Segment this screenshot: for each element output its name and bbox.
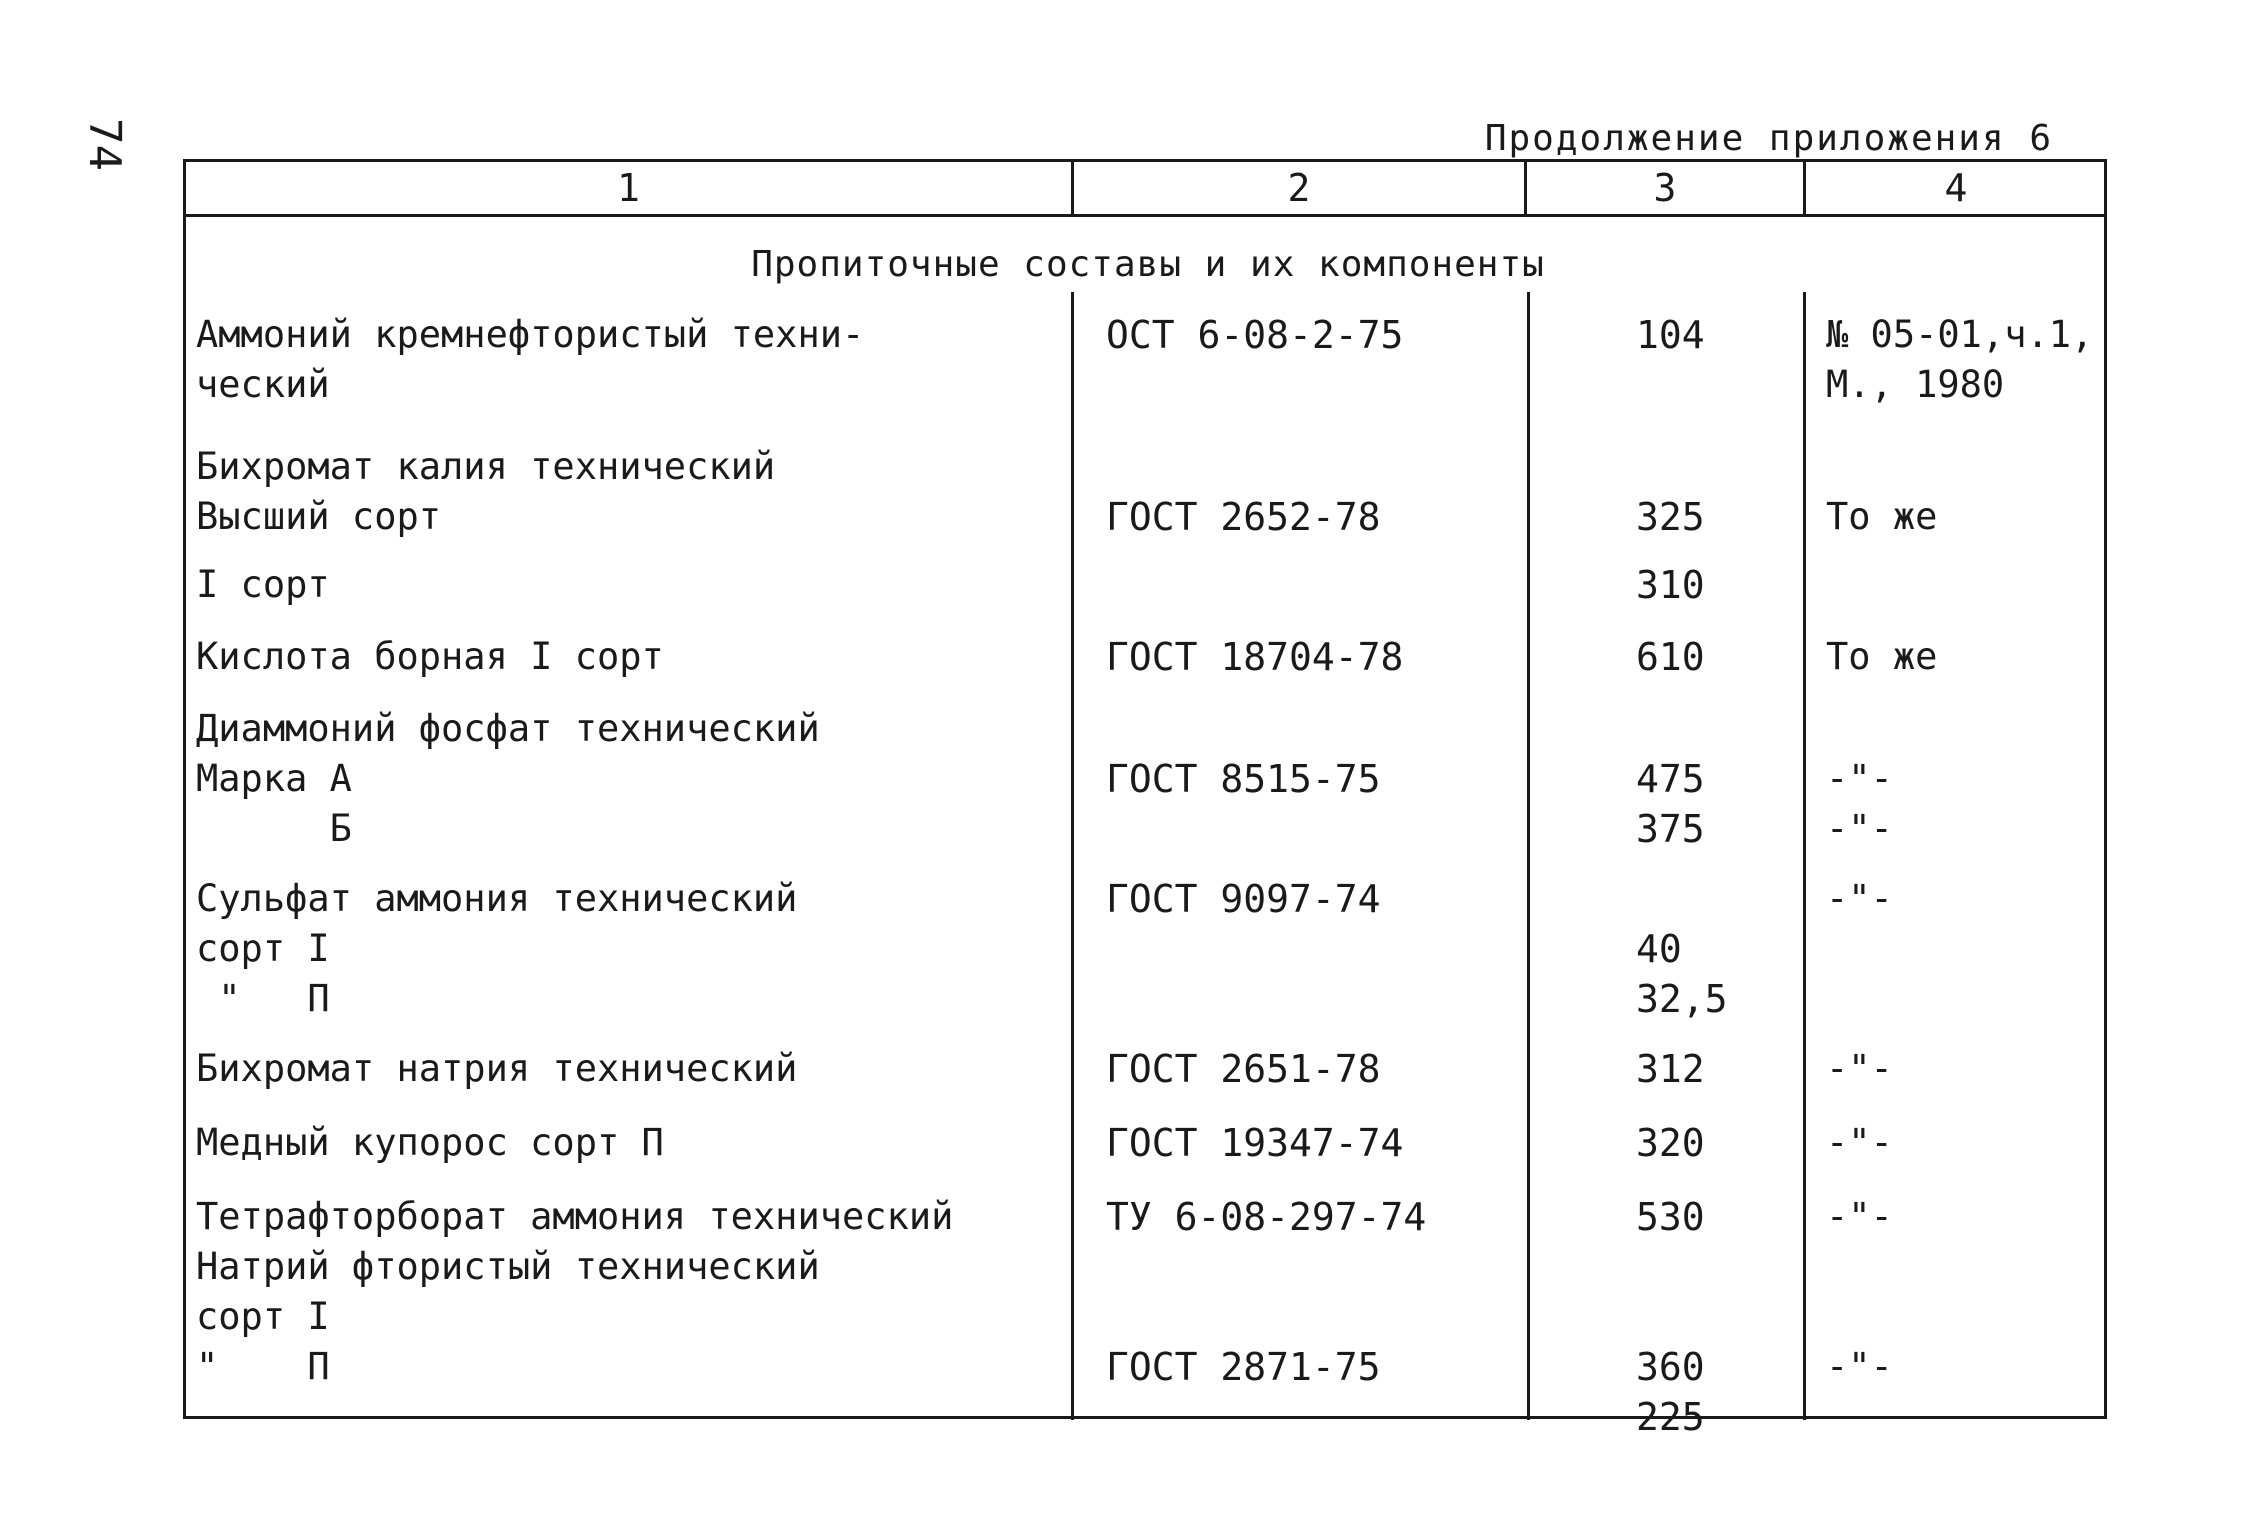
- cell-text: -"-: [1826, 1195, 1893, 1238]
- cell-text: 225: [1636, 1395, 1705, 1439]
- cell-text: [1106, 1292, 1536, 1342]
- cell-text: " П: [196, 1345, 330, 1388]
- page-number: 74: [79, 118, 130, 171]
- cell-text: 530: [1636, 1195, 1705, 1239]
- cell-text: [1106, 442, 1536, 492]
- cell-text: ГОСТ 19347-74: [1106, 1121, 1404, 1165]
- column-divider: [1524, 162, 1527, 214]
- cell-text: Кислота борная I сорт: [196, 635, 664, 678]
- cell-text: 360: [1636, 1345, 1705, 1389]
- table-header-row: [186, 162, 2104, 217]
- cell-text: Бихромат натрия технический: [196, 1047, 798, 1090]
- cell-text: ОСТ 6-08-2-75: [1106, 313, 1404, 357]
- cell-text: -"-: [1826, 757, 1893, 800]
- continuation-label: Продолжение приложения 6: [1484, 118, 2053, 159]
- cell-text: ТУ 6-08-297-74: [1106, 1195, 1427, 1239]
- cell-text: [1826, 1242, 2106, 1292]
- cell-text: Высший сорт: [196, 495, 442, 538]
- cell-text: ГОСТ 8515-75: [1106, 757, 1381, 801]
- cell-text: " П: [196, 977, 330, 1020]
- cell-text: ческий: [196, 363, 330, 406]
- cell-text: -"-: [1826, 1345, 1893, 1388]
- cell-text: 375: [1636, 807, 1705, 851]
- cell-text: Б: [196, 807, 352, 850]
- cell-text: [1826, 1292, 2106, 1342]
- cell-text: То же: [1826, 635, 1938, 678]
- cell-text: ГОСТ 18704-78: [1106, 635, 1404, 679]
- cell-text: -"-: [1826, 877, 1893, 920]
- cell-text: М., 1980: [1826, 363, 2005, 406]
- cell-text: [1106, 704, 1536, 754]
- cell-text: Натрий фтористый технический: [196, 1245, 820, 1288]
- cell-text: 40: [1636, 927, 1682, 971]
- cell-text: 312: [1636, 1047, 1705, 1091]
- cell-text: 325: [1636, 495, 1705, 539]
- cell-text: -"-: [1826, 807, 1893, 850]
- cell-text: -"-: [1826, 1121, 1893, 1164]
- cell-text: Аммоний кремнефтористый техни-: [196, 313, 865, 356]
- cell-text: -"-: [1826, 1047, 1893, 1090]
- cell-text: ГОСТ 2651-78: [1106, 1047, 1381, 1091]
- cell-text: [1106, 1242, 1536, 1292]
- cell-text: Бихромат калия технический: [196, 445, 776, 488]
- cell-text: 475: [1636, 757, 1705, 801]
- column-header-4: 4: [1944, 166, 1968, 210]
- column-divider: [1071, 162, 1074, 214]
- cell-text: ГОСТ 2871-75: [1106, 1345, 1381, 1389]
- section-title: Пропиточные составы и их компоненты: [751, 244, 1545, 285]
- column-header-1: 1: [617, 166, 640, 210]
- cell-text: ГОСТ 9097-74: [1106, 877, 1381, 921]
- cell-text: 320: [1636, 1121, 1705, 1165]
- column-divider: [1803, 162, 1806, 214]
- cell-text: Тетрафторборат аммония технический: [196, 1195, 954, 1238]
- column-header-3: 3: [1653, 166, 1677, 210]
- cell-text: I сорт: [196, 563, 330, 606]
- cell-text: То же: [1826, 495, 1938, 538]
- cell-text: № 05-01,ч.1,: [1826, 313, 2094, 356]
- cell-text: [1826, 704, 2106, 754]
- column-header-2: 2: [1287, 166, 1311, 210]
- cell-text: сорт I: [196, 1295, 330, 1338]
- cell-text: Диаммоний фосфат технический: [196, 707, 820, 750]
- appendix-table: [183, 159, 2107, 1439]
- cell-text: 32,5: [1636, 977, 1728, 1021]
- cell-text: 610: [1636, 635, 1705, 679]
- cell-text: 310: [1636, 563, 1705, 607]
- cell-text: 104: [1636, 313, 1705, 357]
- cell-text: сорт I: [196, 927, 330, 970]
- cell-text: Сульфат аммония технический: [196, 877, 798, 920]
- cell-text: Марка А: [196, 757, 352, 800]
- cell-text: Медный купорос сорт П: [196, 1121, 664, 1164]
- cell-text: [1826, 442, 2106, 492]
- cell-text: ГОСТ 2652-78: [1106, 495, 1381, 539]
